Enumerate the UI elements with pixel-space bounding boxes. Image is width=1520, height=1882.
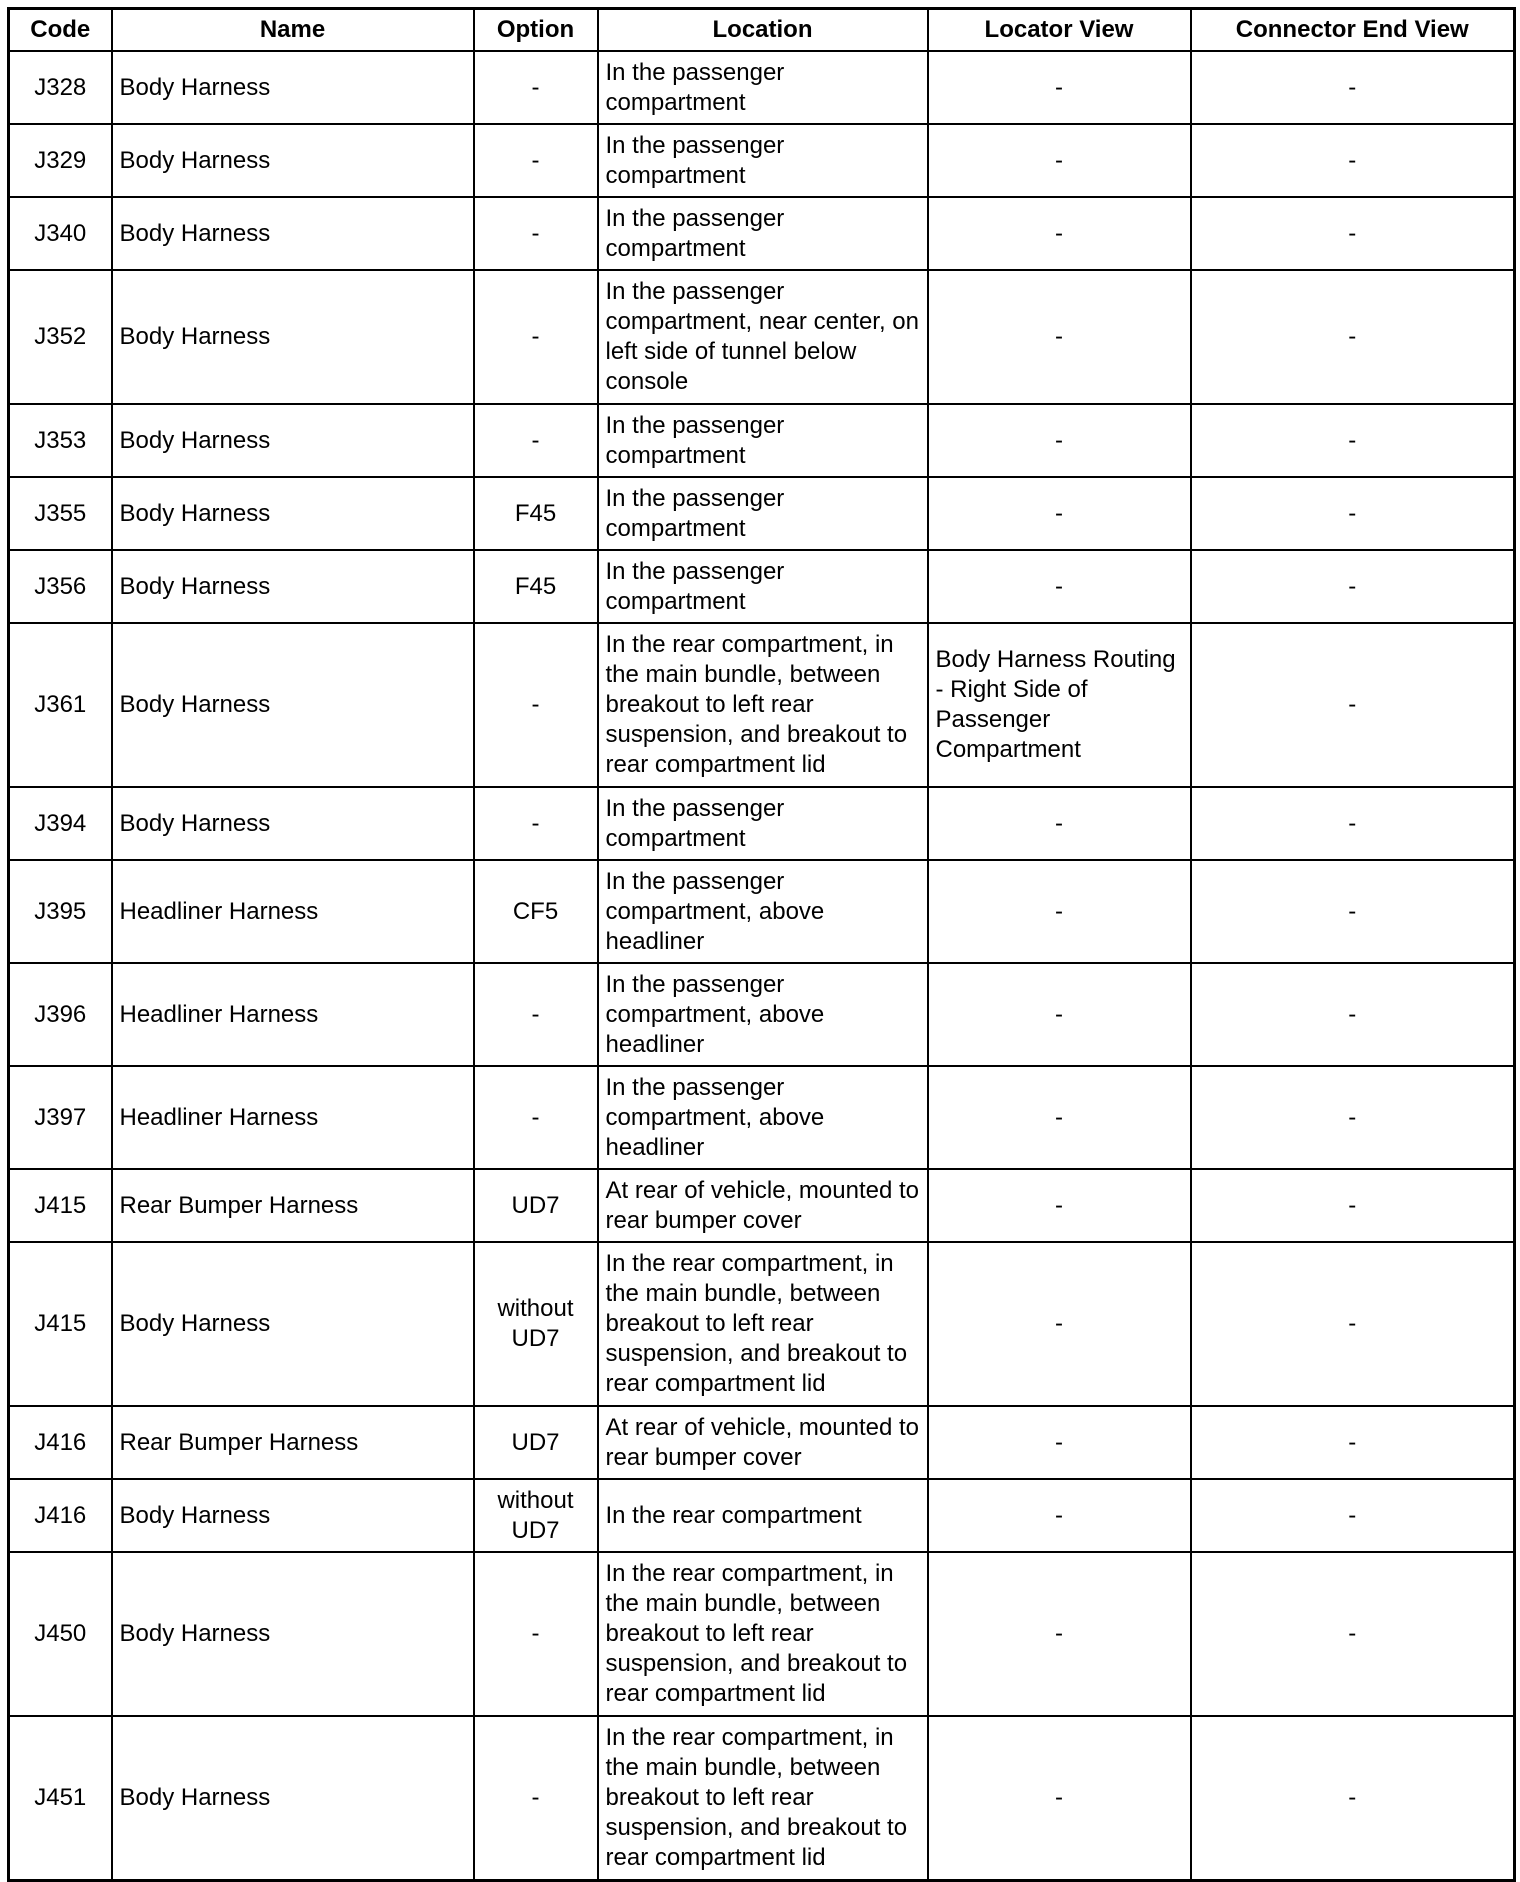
location-cell: In the passenger compartment, above headliner <box>598 963 928 1066</box>
locator-cell: - <box>928 1242 1191 1406</box>
name-cell: Body Harness <box>112 477 474 550</box>
location-cell: In the passenger compartment <box>598 787 928 860</box>
table-row <box>9 404 1515 477</box>
location-cell: In the passenger compartment <box>598 550 928 623</box>
code-cell: J450 <box>9 1552 112 1716</box>
connector-cell: - <box>1191 270 1515 404</box>
locator-cell: - <box>928 1406 1191 1479</box>
locator-cell: - <box>928 1169 1191 1242</box>
name-cell: Body Harness <box>112 404 474 477</box>
code-cell: J355 <box>9 477 112 550</box>
name-cell: Body Harness <box>112 1716 474 1880</box>
connector-table <box>7 7 1516 1882</box>
name-cell: Headliner Harness <box>112 963 474 1066</box>
table-row <box>9 51 1515 124</box>
table-row <box>9 1552 1515 1716</box>
option-cell: UD7 <box>474 1406 598 1479</box>
option-cell: without UD7 <box>474 1479 598 1552</box>
table-row <box>9 1406 1515 1479</box>
connector-cell: - <box>1191 1242 1515 1406</box>
option-cell: - <box>474 623 598 787</box>
name-cell: Body Harness <box>112 550 474 623</box>
table-row <box>9 477 1515 550</box>
name-cell: Rear Bumper Harness <box>112 1406 474 1479</box>
name-cell: Body Harness <box>112 623 474 787</box>
code-cell: J361 <box>9 623 112 787</box>
location-cell: In the passenger compartment <box>598 51 928 124</box>
locator-cell: - <box>928 197 1191 270</box>
locator-cell: - <box>928 270 1191 404</box>
location-cell: In the rear compartment <box>598 1479 928 1552</box>
locator-cell: - <box>928 550 1191 623</box>
table-row <box>9 124 1515 197</box>
location-cell: In the rear compartment, in the main bundle, between breakout to left rear suspension, and breakout to rear compartment lid <box>598 1242 928 1406</box>
code-cell: J415 <box>9 1169 112 1242</box>
locator-cell: Body Harness Routing - Right Side of Passenger Compartment <box>928 623 1191 787</box>
location-cell: At rear of vehicle, mounted to rear bumper cover <box>598 1169 928 1242</box>
locator-cell: - <box>928 1716 1191 1880</box>
code-cell: J416 <box>9 1406 112 1479</box>
location-cell: In the passenger compartment, near center, on left side of tunnel below console <box>598 270 928 404</box>
code-cell: J352 <box>9 270 112 404</box>
header-locator-view: Locator View <box>928 9 1191 52</box>
locator-cell: - <box>928 404 1191 477</box>
name-cell: Body Harness <box>112 1242 474 1406</box>
header-option: Option <box>474 9 598 52</box>
name-cell: Body Harness <box>112 1479 474 1552</box>
code-cell: J356 <box>9 550 112 623</box>
option-cell: - <box>474 1552 598 1716</box>
location-cell: In the passenger compartment, above headliner <box>598 1066 928 1169</box>
location-cell: In the passenger compartment <box>598 477 928 550</box>
option-cell: - <box>474 270 598 404</box>
header-connector-end-view: Connector End View <box>1191 9 1515 52</box>
header-code: Code <box>9 9 112 52</box>
option-cell: - <box>474 404 598 477</box>
table-row <box>9 623 1515 787</box>
location-cell: In the passenger compartment <box>598 404 928 477</box>
location-cell: In the rear compartment, in the main bundle, between breakout to left rear suspension, and breakout to rear compartment lid <box>598 1716 928 1880</box>
option-cell: - <box>474 124 598 197</box>
connector-cell: - <box>1191 124 1515 197</box>
locator-cell: - <box>928 860 1191 963</box>
option-cell: UD7 <box>474 1169 598 1242</box>
header-row <box>9 9 1515 52</box>
locator-cell: - <box>928 1479 1191 1552</box>
locator-cell: - <box>928 1552 1191 1716</box>
table-row <box>9 860 1515 963</box>
connector-cell: - <box>1191 51 1515 124</box>
name-cell: Body Harness <box>112 124 474 197</box>
locator-cell: - <box>928 1066 1191 1169</box>
table-row <box>9 550 1515 623</box>
option-cell: - <box>474 1066 598 1169</box>
location-cell: In the rear compartment, in the main bundle, between breakout to left rear suspension, and breakout to rear compartment lid <box>598 623 928 787</box>
location-cell: In the rear compartment, in the main bundle, between breakout to left rear suspension, and breakout to rear compartment lid <box>598 1552 928 1716</box>
connector-cell: - <box>1191 1716 1515 1880</box>
header-name: Name <box>112 9 474 52</box>
name-cell: Headliner Harness <box>112 860 474 963</box>
name-cell: Rear Bumper Harness <box>112 1169 474 1242</box>
location-cell: In the passenger compartment <box>598 124 928 197</box>
table-row <box>9 270 1515 404</box>
option-cell: - <box>474 197 598 270</box>
code-cell: J416 <box>9 1479 112 1552</box>
code-cell: J395 <box>9 860 112 963</box>
connector-cell: - <box>1191 404 1515 477</box>
table-row <box>9 1242 1515 1406</box>
table-row <box>9 1716 1515 1880</box>
connector-cell: - <box>1191 1406 1515 1479</box>
code-cell: J328 <box>9 51 112 124</box>
table-row <box>9 1169 1515 1242</box>
connector-cell: - <box>1191 197 1515 270</box>
option-cell: F45 <box>474 550 598 623</box>
connector-cell: - <box>1191 623 1515 787</box>
table-row <box>9 963 1515 1066</box>
option-cell: - <box>474 787 598 860</box>
table-row <box>9 1479 1515 1552</box>
option-cell: F45 <box>474 477 598 550</box>
code-cell: J340 <box>9 197 112 270</box>
name-cell: Headliner Harness <box>112 1066 474 1169</box>
option-cell: - <box>474 963 598 1066</box>
option-cell: - <box>474 51 598 124</box>
location-cell: In the passenger compartment, above headliner <box>598 860 928 963</box>
option-cell: CF5 <box>474 860 598 963</box>
connector-cell: - <box>1191 1552 1515 1716</box>
locator-cell: - <box>928 963 1191 1066</box>
location-cell: In the passenger compartment <box>598 197 928 270</box>
code-cell: J415 <box>9 1242 112 1406</box>
code-cell: J353 <box>9 404 112 477</box>
connector-cell: - <box>1191 550 1515 623</box>
code-cell: J396 <box>9 963 112 1066</box>
option-cell: without UD7 <box>474 1242 598 1406</box>
connector-cell: - <box>1191 1066 1515 1169</box>
connector-cell: - <box>1191 477 1515 550</box>
header-location: Location <box>598 9 928 52</box>
table-row <box>9 197 1515 270</box>
location-cell: At rear of vehicle, mounted to rear bumper cover <box>598 1406 928 1479</box>
connector-cell: - <box>1191 1169 1515 1242</box>
code-cell: J329 <box>9 124 112 197</box>
connector-cell: - <box>1191 860 1515 963</box>
code-cell: J451 <box>9 1716 112 1880</box>
connector-cell: - <box>1191 963 1515 1066</box>
option-cell: - <box>474 1716 598 1880</box>
code-cell: J394 <box>9 787 112 860</box>
locator-cell: - <box>928 477 1191 550</box>
locator-cell: - <box>928 124 1191 197</box>
name-cell: Body Harness <box>112 1552 474 1716</box>
name-cell: Body Harness <box>112 270 474 404</box>
name-cell: Body Harness <box>112 197 474 270</box>
name-cell: Body Harness <box>112 787 474 860</box>
connector-cell: - <box>1191 787 1515 860</box>
locator-cell: - <box>928 51 1191 124</box>
connector-cell: - <box>1191 1479 1515 1552</box>
table-row <box>9 787 1515 860</box>
name-cell: Body Harness <box>112 51 474 124</box>
table-row <box>9 1066 1515 1169</box>
code-cell: J397 <box>9 1066 112 1169</box>
locator-cell: - <box>928 787 1191 860</box>
